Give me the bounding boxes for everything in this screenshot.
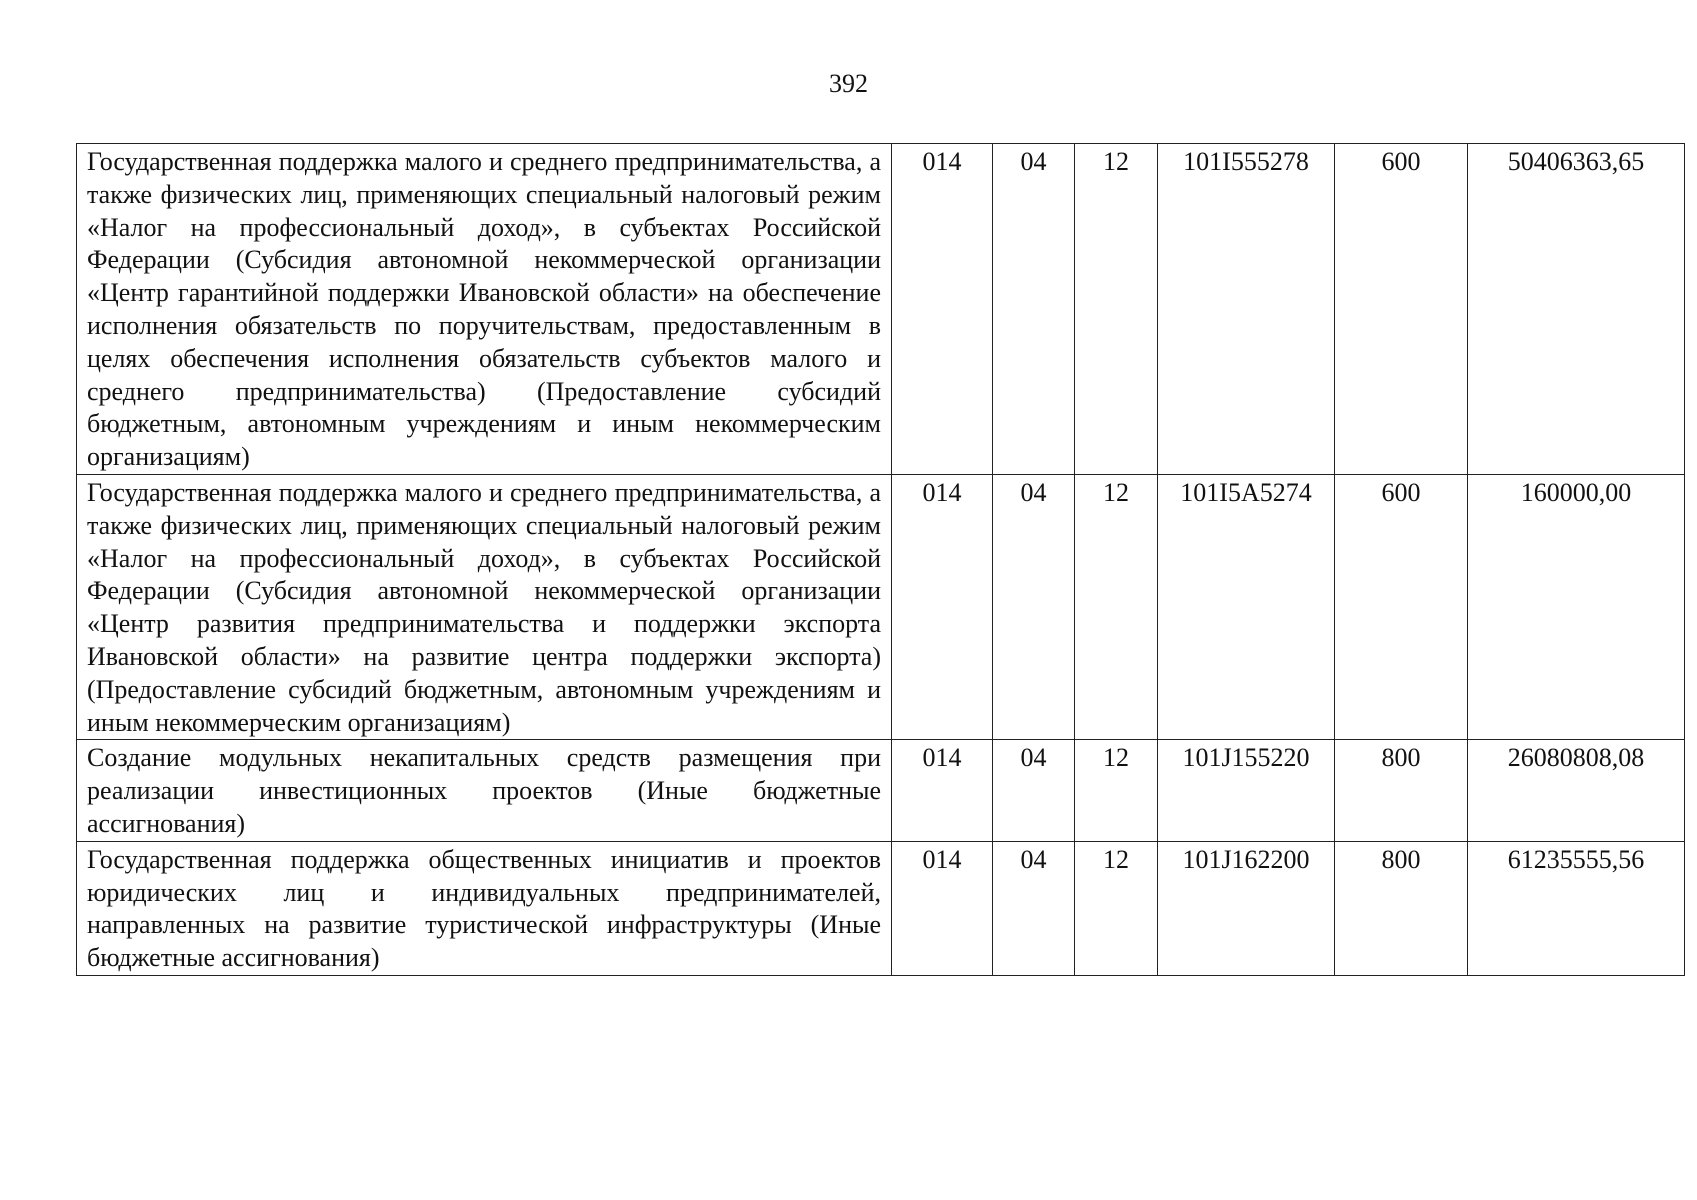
- section-code: 04: [993, 841, 1075, 975]
- table-row: [77, 740, 1685, 841]
- expense-type-code: 800: [1335, 740, 1468, 841]
- row-description: Государственная поддержка общественных инициатив и проектов юридических лиц и индивидуальных предпринимателей, направленных на развитие туристической инфраструктуры (Иные бюджетные ассигнования): [77, 841, 892, 975]
- row-description: Создание модульных некапитальных средств размещения при реализации инвестиционных проектов (Иные бюджетные ассигнования): [77, 740, 892, 841]
- amount-value: 61235555,56: [1468, 841, 1685, 975]
- amount-value: 50406363,65: [1468, 144, 1685, 475]
- subsection-code: 12: [1075, 740, 1158, 841]
- expense-type-code: 600: [1335, 144, 1468, 475]
- budget-table: [76, 143, 1685, 976]
- target-article-code: 101I5A5274: [1158, 474, 1335, 739]
- ministry-code: 014: [892, 740, 993, 841]
- page-number: 392: [829, 69, 868, 98]
- section-code: 04: [993, 740, 1075, 841]
- section-code: 04: [993, 474, 1075, 739]
- target-article-code: 101J155220: [1158, 740, 1335, 841]
- subsection-code: 12: [1075, 144, 1158, 475]
- ministry-code: 014: [892, 841, 993, 975]
- section-code: 04: [993, 144, 1075, 475]
- expense-type-code: 800: [1335, 841, 1468, 975]
- subsection-code: 12: [1075, 474, 1158, 739]
- row-description: Государственная поддержка малого и среднего предпринимательства, а также физических лиц, применяющих специальный налоговый режим «Налог на профессиональный доход», в субъектах Российской Федерации (Субсидия автономной некоммерческой организации «Центр гарантийной поддержки Ивановской области» на обеспечение исполнения обязательств по поручительствам, предоставленным в целях обеспечения исполнения обязательств субъектов малого и среднего предпринимательства) (Предоставление субсидий бюджетным, автономным учреждениям и иным некоммерческим организациям): [77, 144, 892, 475]
- table-row: [77, 144, 1685, 475]
- ministry-code: 014: [892, 474, 993, 739]
- subsection-code: 12: [1075, 841, 1158, 975]
- row-description: Государственная поддержка малого и среднего предпринимательства, а также физических лиц, применяющих специальный налоговый режим «Налог на профессиональный доход», в субъектах Российской Федерации (Субсидия автономной некоммерческой организации «Центр развития предпринимательства и поддержки экспорта Ивановской области» на развитие центра поддержки экспорта) (Предоставление субсидий бюджетным, автономным учреждениям и иным некоммерческим организациям): [77, 474, 892, 739]
- amount-value: 26080808,08: [1468, 740, 1685, 841]
- ministry-code: 014: [892, 144, 993, 475]
- expense-type-code: 600: [1335, 474, 1468, 739]
- target-article-code: 101I555278: [1158, 144, 1335, 475]
- target-article-code: 101J162200: [1158, 841, 1335, 975]
- table-row: [77, 474, 1685, 739]
- table-row: [77, 841, 1685, 975]
- amount-value: 160000,00: [1468, 474, 1685, 739]
